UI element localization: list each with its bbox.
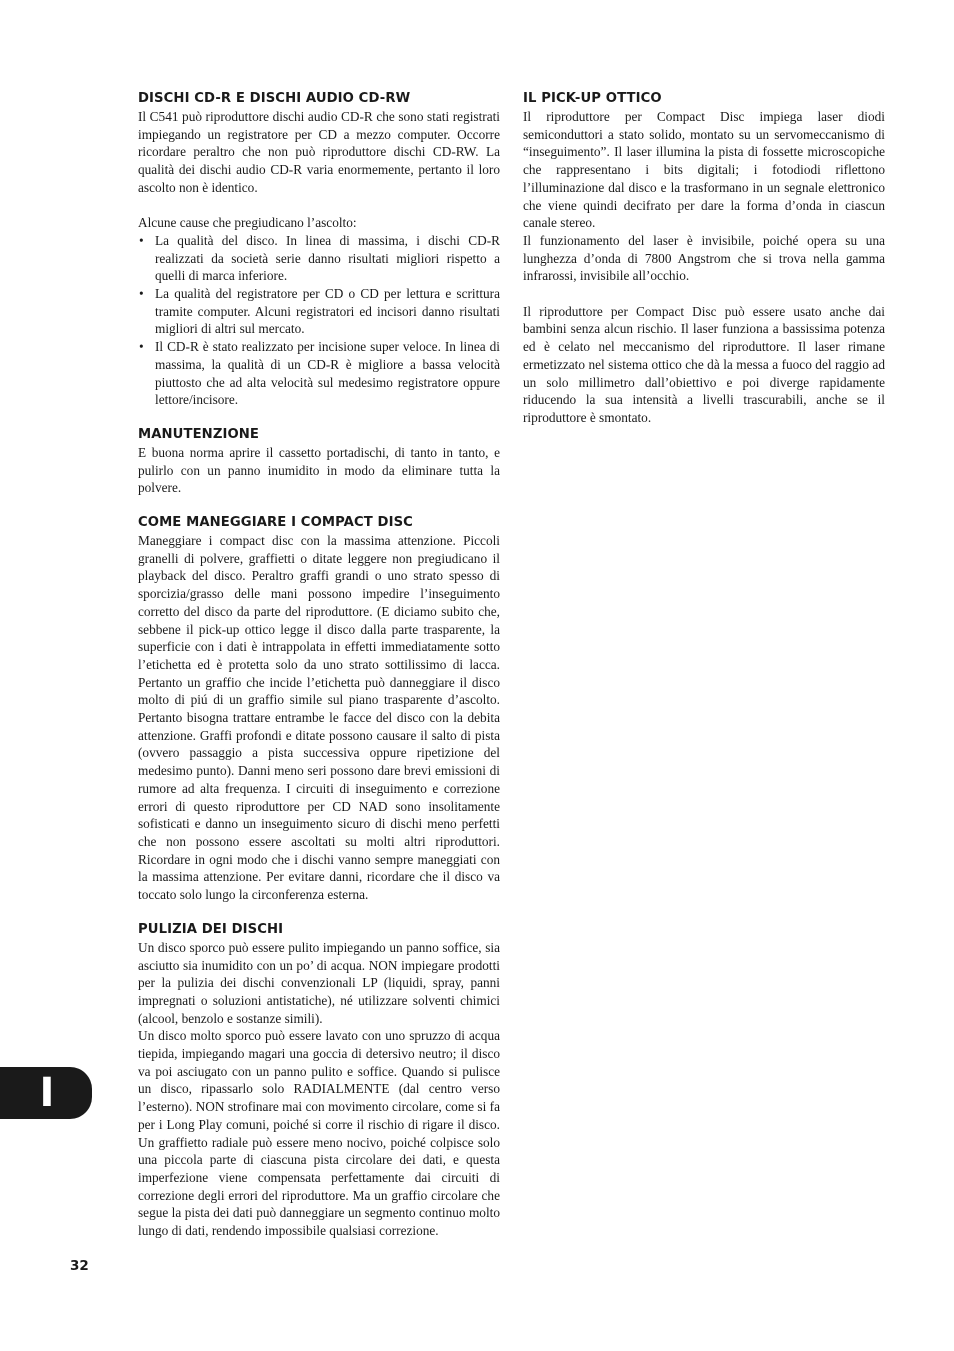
section-heading: MANUTENZIONE <box>138 426 260 442</box>
paragraph: Un disco molto sporco può essere lavato con uno spruzzo di acqua tiepida, impiegando magari una goccia di detersivo neutro; il disco va poi asciugato con un panno pulito e soffice. Quando si pulisce un disco, ripassarlo solo RADIALMENTE (dal centro verso l’esterno). NON strofinare mai con movimento circolare, come si fa per i Long Play comuni, poiché si corre il rischio di rigare il disco. Un graffietto radiale può essere meno nocivo, poiché colpisce solo una piccola parte di ciascuna pista circolare dei dati, e questa imperfezione viene compensata perfettamente dai circuiti di correzione degli errori del riproduttore. Ma un graffio circolare che segue la pista dei dati può danneggiare un segmento continuo molto lungo di dati, rendendo impossibile qualsiasi correzione. <box>138 1028 500 1239</box>
left-column <box>138 90 500 1257</box>
section-handling <box>138 514 500 904</box>
section-heading: IL PICK-UP OTTICO <box>523 91 662 106</box>
section-cdr <box>138 90 500 409</box>
page-number: 32 <box>70 1258 89 1274</box>
section-pickup <box>523 90 885 427</box>
paragraph: Un disco sporco può essere pulito impiegando un panno soffice, sia asciutto sia inumidito con un po’ di acqua. NON impiegare prodotti per la pulizia dei dischi convenzionali LP (liquidi, spray, panni impregnati o soluzioni antistatiche), né utilizzare solventi chimici (alcool, benzolo e sostanze simili). <box>138 939 500 1026</box>
section-cleaning <box>138 921 500 1240</box>
right-column <box>523 90 885 444</box>
list-item: • La qualità del registratore per CD o CD per lettura e scrittura tramite computer. Alcuni registratori ed incisori danno risultati migliori di altri sul mercato. <box>139 286 500 337</box>
section-heading: DISCHI CD-R E DISCHI AUDIO CD-RW <box>138 91 411 106</box>
language-tab <box>0 1067 92 1119</box>
paragraph: E buona norma aprire il cassetto portadischi, di tanto in tanto, e pulirlo con un panno inumidito in modo da eliminare tutta la polvere. <box>138 444 500 496</box>
paragraph: Maneggiare i compact disc con la massima attenzione. Piccoli granelli di polvere, graffietti o ditate leggere non pregiudicano il playback del disco. Peraltro graffi grandi o uno strato spesso di sporcizia/grasso delle mani possono impedire l’inseguimento corretto del disco da parte del riproduttore. (E diciamo subito che, sebbene il pick-up ottico legge il disco dalla parte trasparente, la superficie con i dati è intrappolata in effetti immediatamente sotto l’etichetta ed è protetta solo da uno strato sottilissimo di lacca. Pertanto un graffio che incide l’etichetta può danneggiare il disco molto di piú di un graffio simile sul piano trasparente d’ascolto. Pertanto bisogna trattare entrambe le facce del disco con la debita attenzione. Graffi profondi e ditate possono causare il salto di pista (ovvero passaggio a pista successiva oppure ripetizione del medesimo punto). Danni meno seri possono dare brevi emissioni di rumore ad alta frequenza. I circuiti di inseguimento e correzione errori di questo riproduttore per CD NAD sono insolitamente sofisticati e danno un inseguimento sicuro di dischi meno perfetti che non possono essere ascoltati su molti altri riproduttori. Ricordare in ogni modo che i dischi vanno sempre maneggiati con la massima attenzione. Per evitare danni, ricordare che il disco va toccato solo lungo la circonferenza esterna. <box>138 533 500 903</box>
list-item: • La qualità del disco. In linea di massima, i dischi CD-R realizzati da società serie danno risultati migliori rispetto a quelli di marca inferiore. <box>139 232 500 284</box>
paragraph: Il C541 può riproduttore dischi audio CD-R che sono stati registrati impiegando un registratore per CD a mezzo computer. Occorre ricordare peraltro che non può riproduttore dischi CD-RW. La qualità dei dischi audio CD-R varia enormemente, pertanto il loro ascolto non è identico. <box>138 109 500 195</box>
paragraph: Il riproduttore per Compact Disc impiega laser diodi semiconduttori a stato solido, montato su un servomeccanismo di “inseguimento”. Il laser illumina la pista di fossette microscopiche che rappresentano i bits digitali; i fotodiodi riflettono l’illuminazione dal disco e la trasformano in un segnale elettronico che viene quindi decifrato per dare la forma d’onda in ciascun canale stereo. <box>523 109 885 231</box>
bullet-icon: • <box>139 286 144 302</box>
paragraph: Il funzionamento del laser è invisibile, poiché opera su una lunghezza d’onda di 7800 Angstrom che si trova nella gamma infrarossi, invisibile all’occhio. <box>523 232 885 284</box>
section-maintenance <box>138 426 500 497</box>
section-heading: PULIZIA DEI DISCHI <box>138 921 284 937</box>
paragraph: Il riproduttore per Compact Disc può essere usato anche dai bambini senza alcun rischio. Il laser funziona a bassissima potenza ed è celato nel meccanismo del riproduttore. Il laser rimane ermetizzato nel sistema ottico che dà la messa a fuoco del raggio ad un solo millimetro dall’obiettivo e poi diverge rapidamente riducendo la sua intensità a livelli trascurabili, anche se il riproduttore è smontato. <box>523 303 885 425</box>
bullet-list <box>138 232 500 409</box>
section-heading: COME MANEGGIARE I COMPACT DISC <box>138 515 413 531</box>
bullet-icon: • <box>139 339 144 355</box>
list-item: • Il CD-R è stato realizzato per incisione super veloce. In linea di massima, la qualità di un CD-R è migliore a bassa velocità piuttosto che ad alta velocità sul medesimo registratore oppure lettore/incisore. <box>139 339 500 408</box>
language-tab-letter: I <box>39 1070 55 1116</box>
bullet-icon: • <box>139 232 144 248</box>
paragraph: Alcune cause che pregiudicano l’ascolto: <box>138 215 357 231</box>
